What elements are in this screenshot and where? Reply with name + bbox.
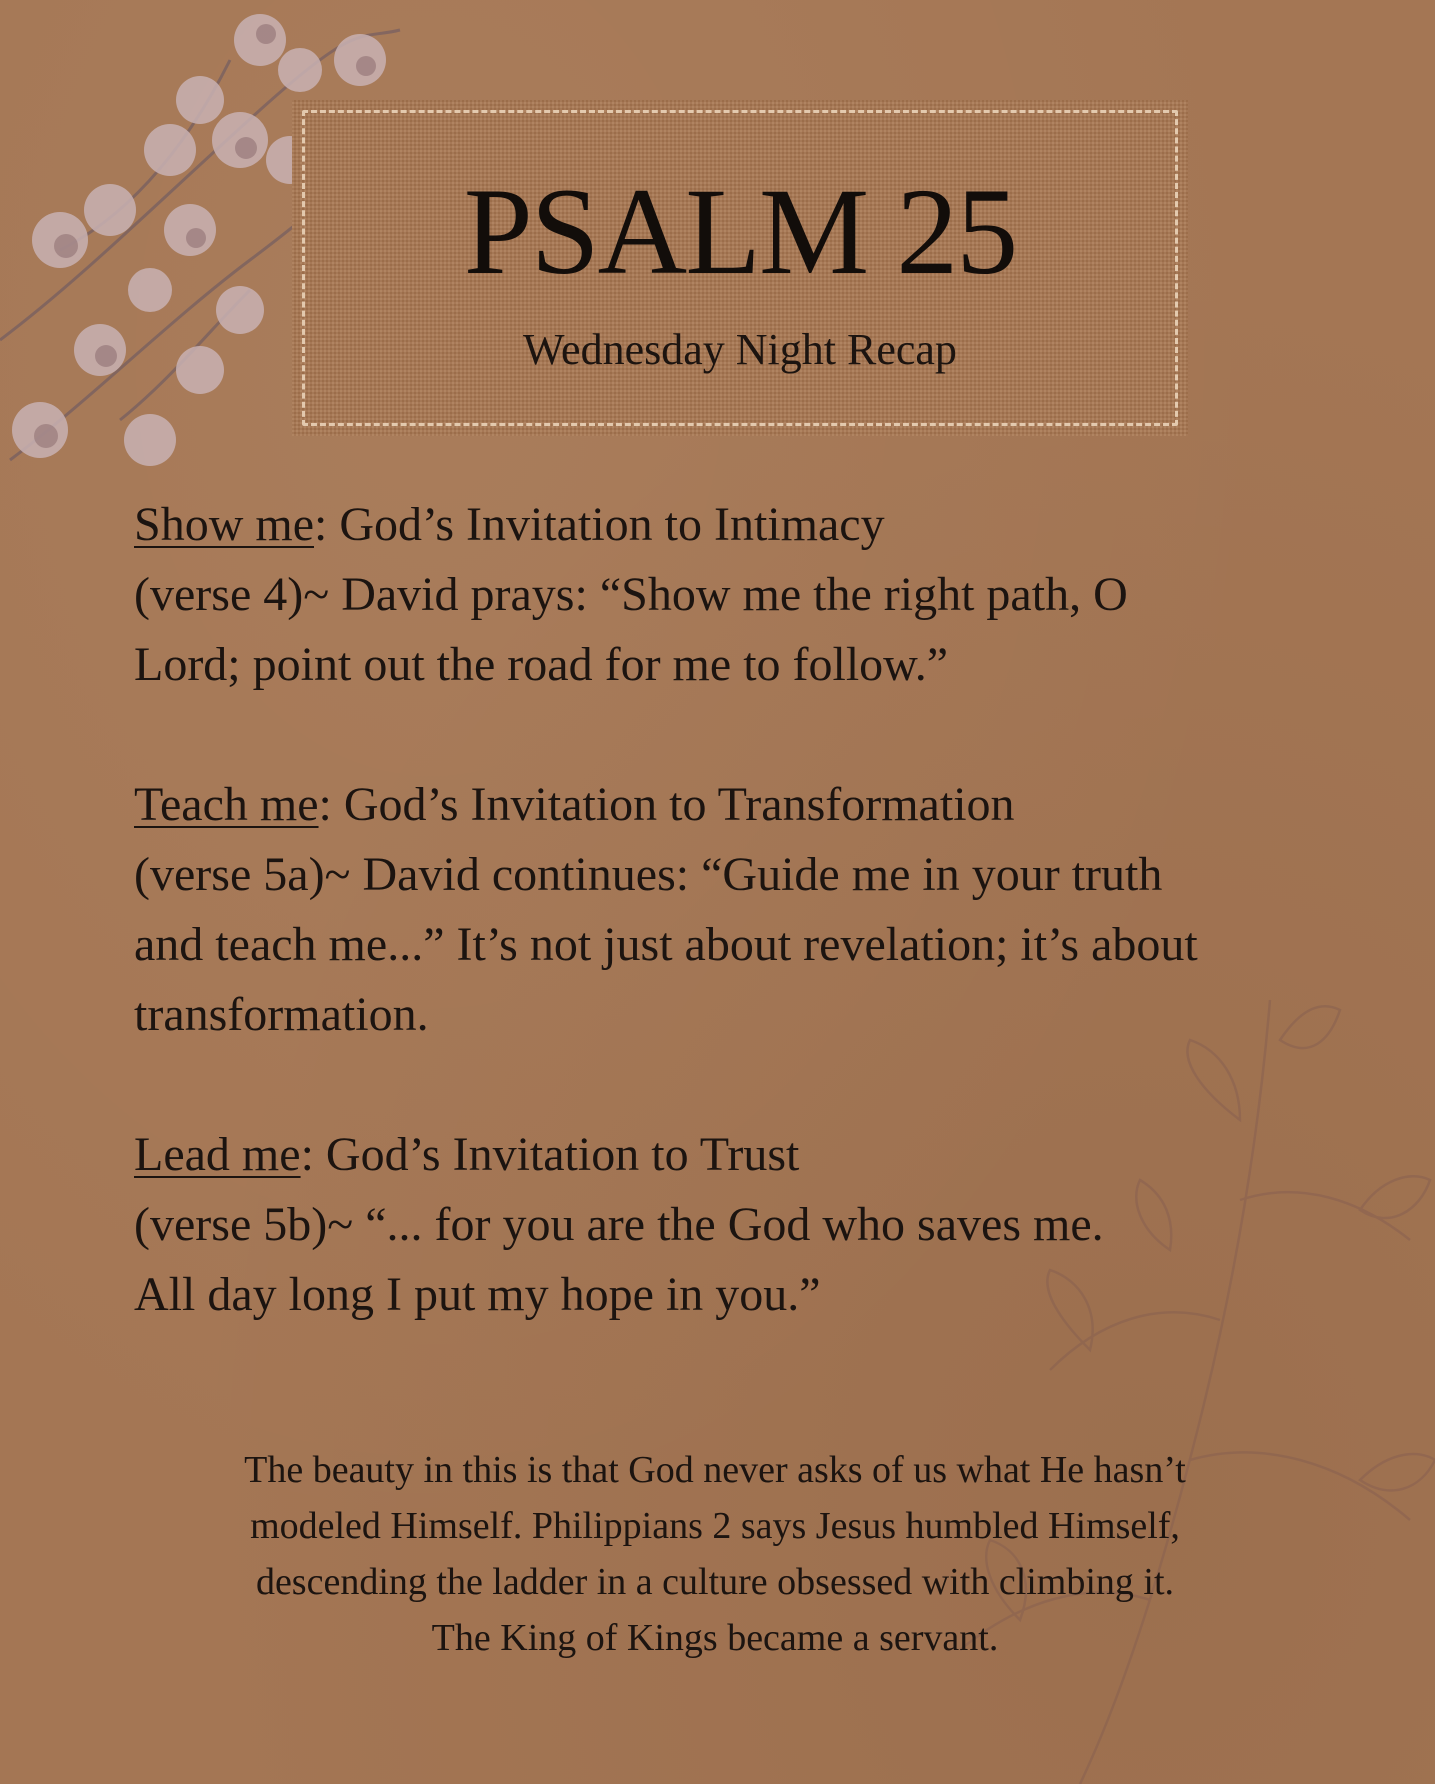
section-line: Lord; point out the road for me to follow.” (134, 638, 949, 691)
closing-line: The beauty in this is that God never asks of us what He hasn’t (244, 1449, 1186, 1491)
section-heading (134, 1120, 1334, 1190)
closing-line: descending the ladder in a culture obsessed with climbing it. (255, 1561, 1175, 1603)
section-line: (verse 5a)~ David continues: “Guide me in your truth (134, 848, 1163, 901)
section-heading-rest: : God’s Invitation to Trust (300, 1128, 800, 1181)
section-line: All day long I put my hope in you.” (134, 1268, 821, 1321)
section-heading-rest: : God’s Invitation to Intimacy (314, 498, 885, 551)
section-lead-me (134, 1120, 1334, 1330)
section-heading-key: Lead me (134, 1128, 301, 1181)
section-heading-rest: : God’s Invitation to Transformation (318, 778, 1015, 831)
closing-line: The King of Kings became a servant. (431, 1617, 999, 1659)
section-heading-key: Show me (134, 498, 314, 551)
title-card (292, 100, 1188, 436)
page-subtitle: Wednesday Night Recap (523, 325, 957, 374)
section-line: (verse 4)~ David prays: “Show me the right path, O (134, 568, 1128, 621)
section-line: transformation. (134, 988, 429, 1041)
section-show-me (134, 490, 1334, 700)
section-heading (134, 490, 1334, 560)
page-title: PSALM 25 (463, 163, 1017, 300)
main-content (134, 490, 1334, 1400)
section-heading (134, 770, 1334, 840)
closing-line: modeled Himself. Philippians 2 says Jesus humbled Himself, (250, 1505, 1180, 1547)
section-teach-me (134, 770, 1334, 1050)
closing-paragraph (150, 1442, 1280, 1666)
section-line: and teach me...” It’s not just about revelation; it’s about (134, 918, 1198, 971)
section-heading-key: Teach me (134, 778, 319, 831)
section-line: (verse 5b)~ “... for you are the God who saves me. (134, 1198, 1104, 1251)
